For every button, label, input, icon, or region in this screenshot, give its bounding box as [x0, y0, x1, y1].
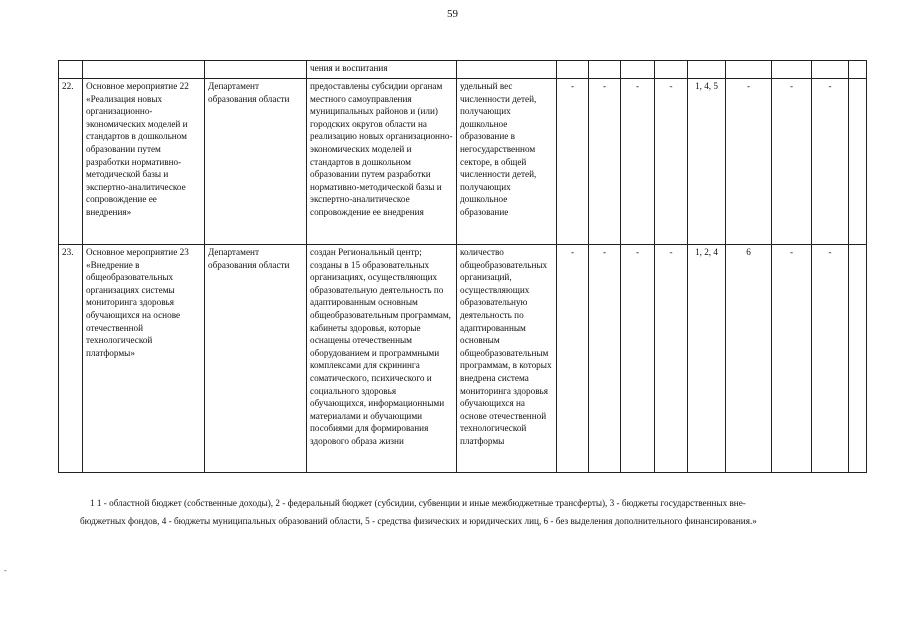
value-cell: 6 [726, 245, 772, 473]
indicator: удельный вес численности детей, получающих дошкольное образование в негосударственном секторе, в общей численности детей, получающих дошкольное образование [457, 79, 557, 245]
value-cell: - [557, 245, 589, 473]
value-cell: - [812, 79, 849, 245]
value-cell: - [655, 245, 688, 473]
footnote [80, 494, 880, 530]
executor: Департамент образования области [205, 79, 307, 245]
value-cell: - [812, 245, 849, 473]
value-cell: - [589, 79, 621, 245]
table-row [59, 245, 867, 473]
expected-result: создан Региональный центр; созданы в 15 образовательных организациях, осуществляющих образовательную деятельность по адаптированным основным общеобразовательным программам, кабинеты здоровья, которые оснащены отечественным оборудованием и программными комплексами для скрининга соматического, психического и социального здоровья обучающихся, информационными материалами и обучающими пособиями для формирования здорового образа жизни [307, 245, 457, 473]
footnote-line-2: бюджетных фондов, 4 - бюджеты муниципальных образований области, 5 - средства физических и юридических лиц, 6 - без выделения дополнительного финансирования.» [80, 516, 757, 526]
value-cell: - [726, 79, 772, 245]
value-cell: - [557, 79, 589, 245]
table-row [59, 79, 867, 245]
value-cell: - [655, 79, 688, 245]
executor: Департамент образования области [205, 245, 307, 473]
indicator: количество общеобразовательных организаций, осуществляющих образовательную деятельность по адаптированным основным общеобразовательным программам, в которых внедрена система мониторинга здоровья обучающихся на основе отечественной технологической платформы [457, 245, 557, 473]
value-cell: - [589, 245, 621, 473]
footnote-line-1: 1 1 - областной бюджет (собственные доходы), 2 - федеральный бюджет (субсидии, субвенции и иные межбюджетные трансферты), 3 - бюджеты государственных вне- [90, 498, 746, 508]
value-cell: - [621, 79, 655, 245]
page-number: 59 [447, 8, 458, 20]
value-cell: - [621, 245, 655, 473]
expected-result: предоставлены субсидии органам местного самоуправления муниципальных районов и (или) городских округов области на реализацию новых организационно-экономических моделей и стандартов в дошкольном образовании путем разработки нормативно-методической базы и экспертно-аналитическое сопровождение ее внедрения [307, 79, 457, 245]
measure-name: Основное мероприятие 22 «Реализация новых организационно-экономических моделей и стандартов в дошкольном образовании путем разработки нормативно-методической базы и экспертно-аналитическое сопровождение ее внедрения» [83, 79, 205, 245]
measure-name: Основное мероприятие 23 «Внедрение в общеобразовательных организациях системы мониторинга здоровья обучающихся на основе отечественной технологической платформы» [83, 245, 205, 473]
value-cell: - [772, 79, 812, 245]
row-number: 23. [59, 245, 83, 473]
continuation-row [59, 61, 867, 79]
measures-table [58, 60, 867, 473]
continuation-text: чения и воспитания [307, 61, 457, 79]
funding-source: 1, 2, 4 [688, 245, 726, 473]
margin-mark: - [4, 566, 7, 575]
value-cell: - [772, 245, 812, 473]
row-number: 22. [59, 79, 83, 245]
funding-source: 1, 4, 5 [688, 79, 726, 245]
